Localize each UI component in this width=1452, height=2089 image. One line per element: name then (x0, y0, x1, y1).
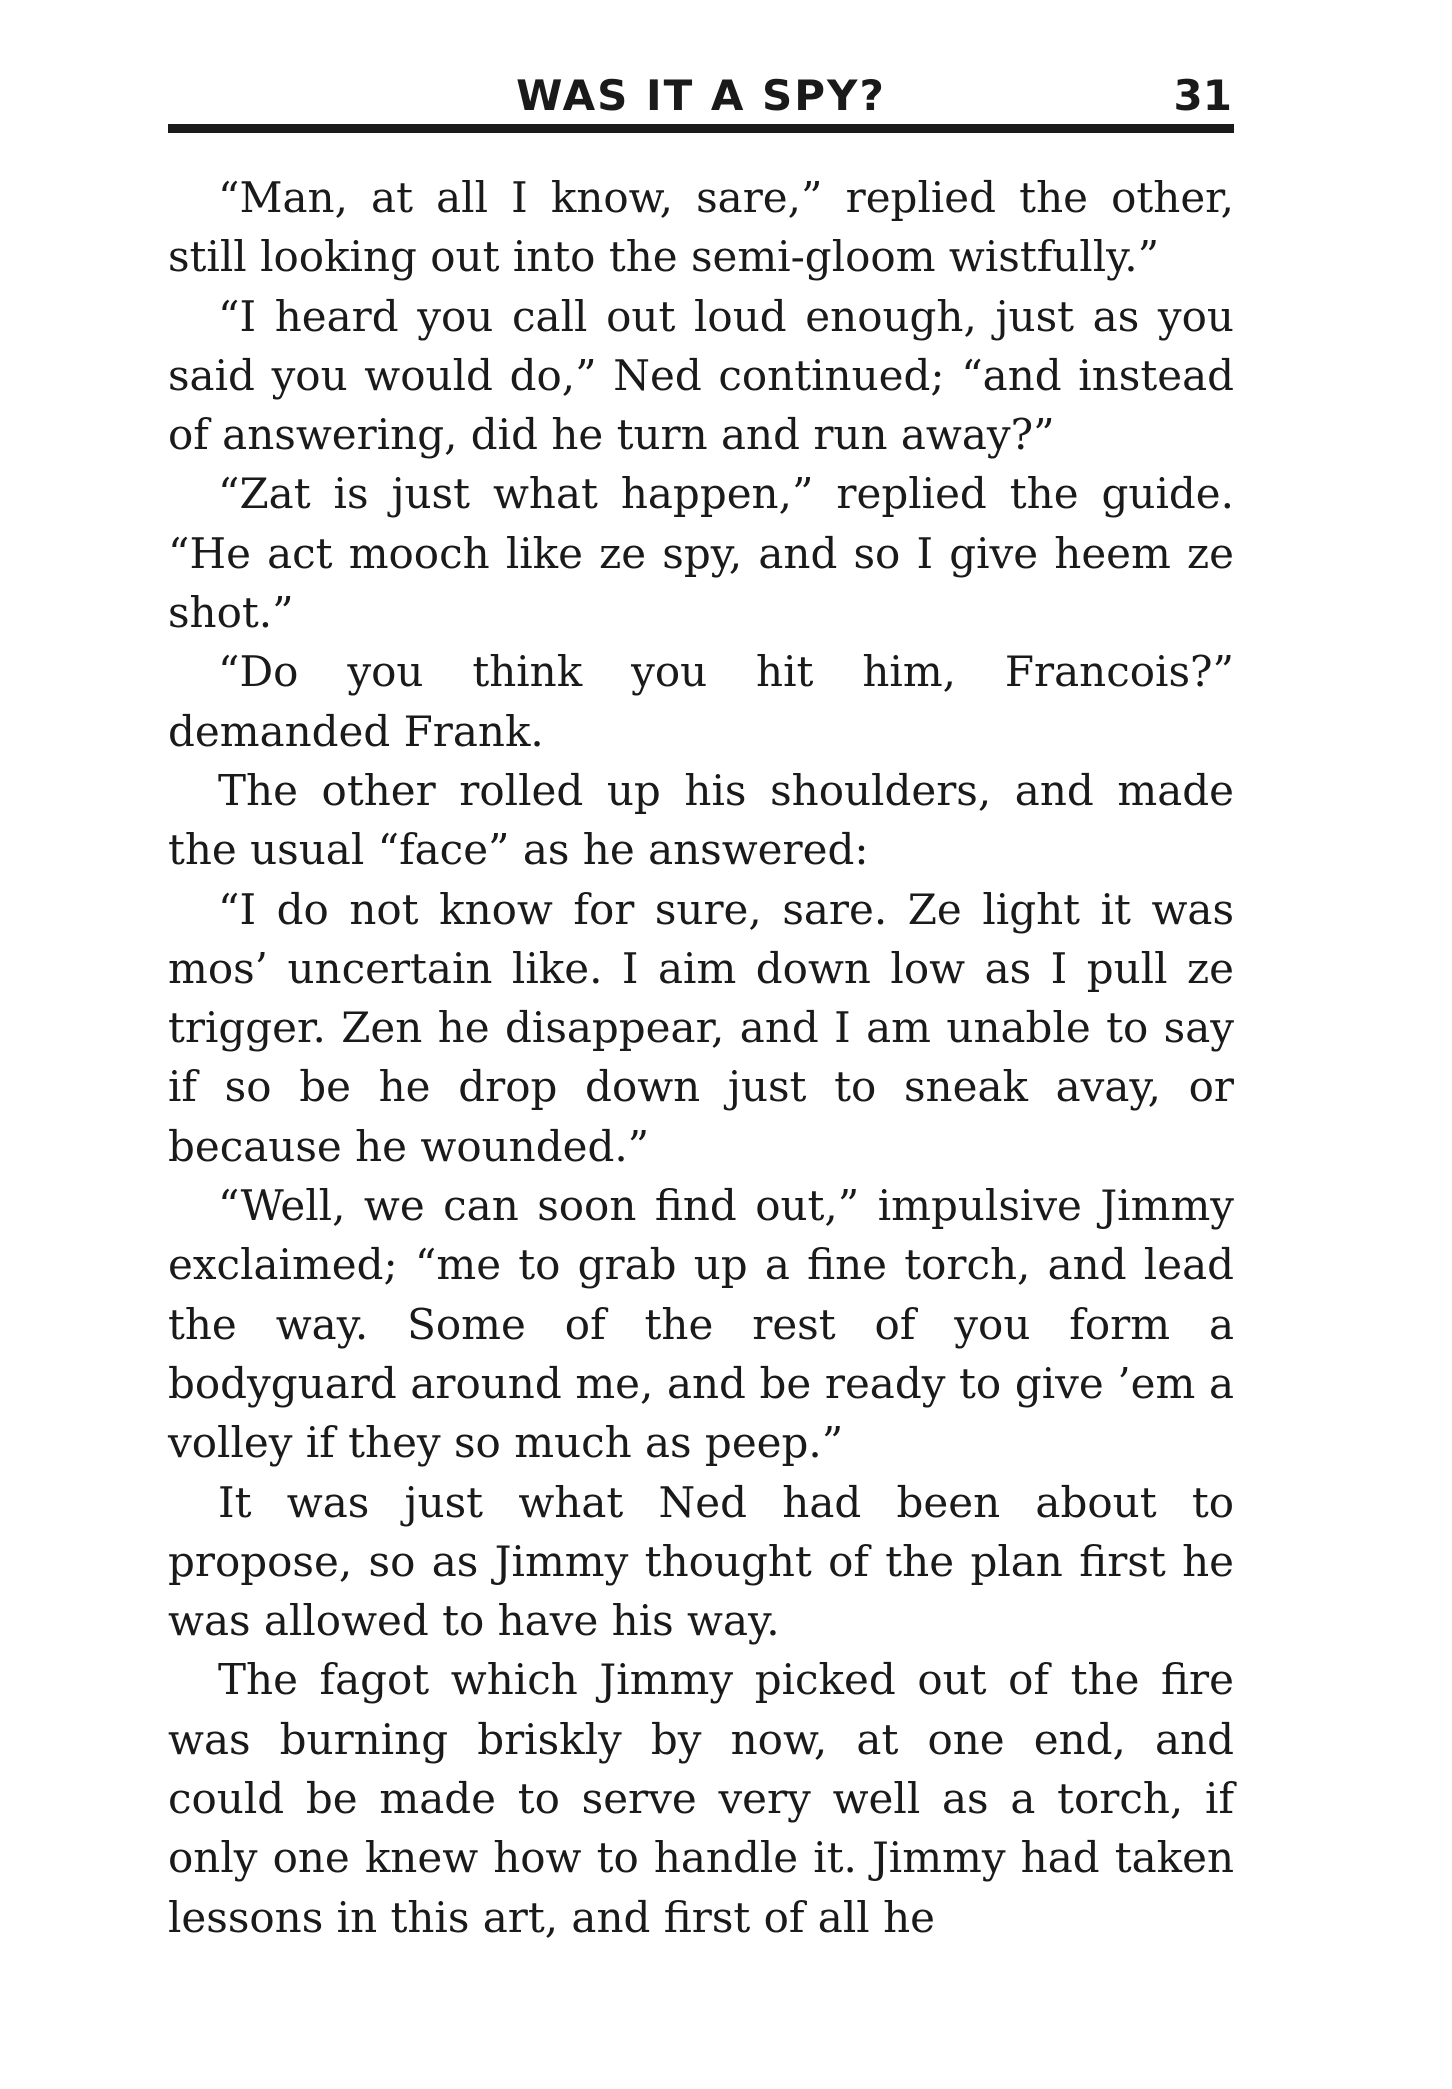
header-rule (168, 124, 1234, 133)
paragraph: “I do not know for sure, sare. Ze light it was mos’ uncertain like. I aim down low as I pull ze trigger. Zen he disappear, and I am unable to say if so be he drop down just to sneak avay, or because he wounded.” (168, 884, 1234, 1171)
chapter-title: WAS IT A SPY? (516, 71, 886, 120)
paragraph: “Man, at all I know, sare,” replied the other, still looking out into the semi-gloom wistfully.” (168, 173, 1234, 282)
running-head (168, 66, 1234, 126)
paragraph: The fagot which Jimmy picked out of the fire was burning briskly by now, at one end, and could be made to serve very well as a torch, if only one knew how to handle it. Jimmy had taken lessons in this art, and first of all he (168, 1655, 1234, 1942)
body-text (168, 168, 1234, 1947)
paragraph: “Zat is just what happen,” replied the guide. “He act mooch like ze spy, and so I give heem ze shot.” (168, 469, 1234, 638)
paragraph: It was just what Ned had been about to propose, so as Jimmy thought of the plan first he was allowed to have his way. (168, 1477, 1234, 1646)
paragraph: “Well, we can soon find out,” impulsive Jimmy exclaimed; “me to grab up a fine torch, and lead the way. Some of the rest of you form a bodyguard around me, and be ready to give ’em a volley if they so much as peep.” (168, 1181, 1234, 1468)
paragraph: The other rolled up his shoulders, and made the usual “face” as he answered: (168, 765, 1234, 875)
paragraph: “I heard you call out loud enough, just as you said you would do,” Ned continued; “and instead of answering, did he turn and run away?” (168, 291, 1234, 460)
paragraph: “Do you think you hit him, Francois?” demanded Frank. (168, 647, 1234, 756)
page-number: 31 (1173, 71, 1232, 120)
